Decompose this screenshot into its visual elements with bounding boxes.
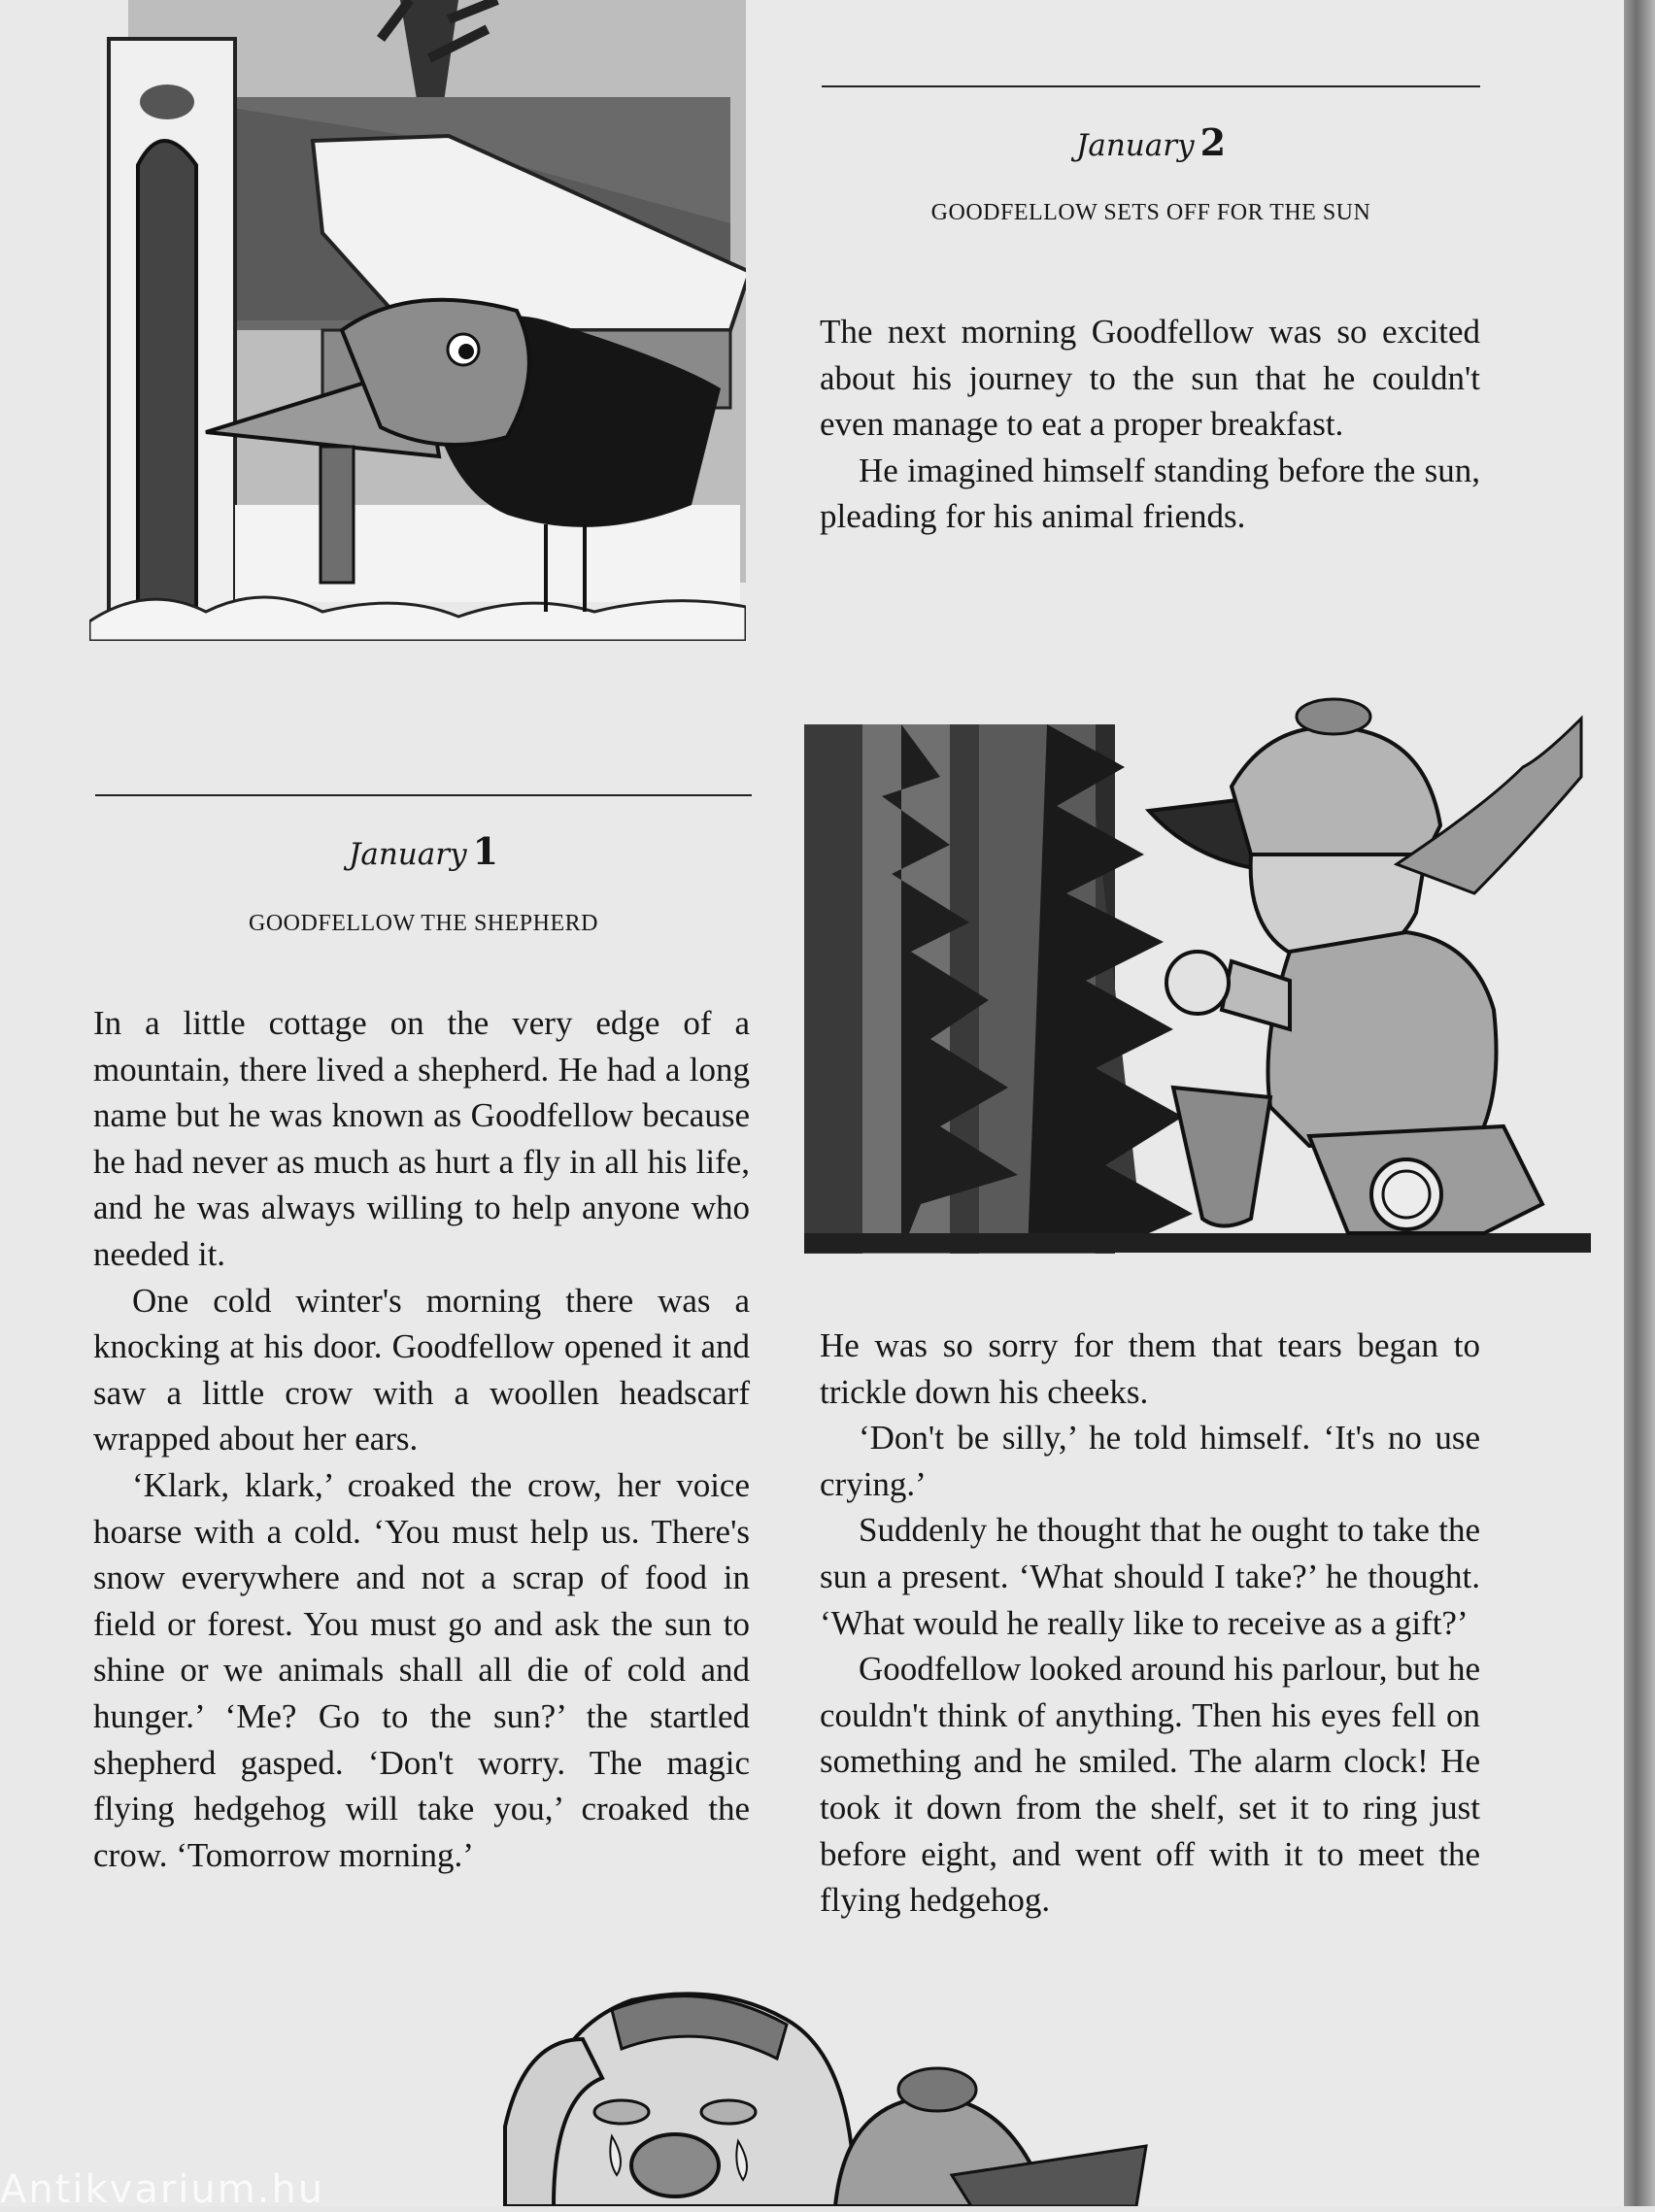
story-title-jan-1: GOODFELLOW THE SHEPHERD	[249, 911, 598, 936]
section-rule-jan-1	[95, 794, 752, 796]
story-text-jan-2-continued	[820, 1323, 1480, 1924]
paragraph: ‘Don't be silly,’ he told himself. ‘It's no use crying.’	[820, 1419, 1480, 1503]
date-heading-jan-2	[822, 120, 1480, 164]
paragraph: He was so sorry for them that tears began to trickle down his cheeks.	[820, 1326, 1480, 1411]
date-heading-jan-1	[95, 829, 752, 873]
goodfellow-walking-illustration	[804, 689, 1595, 1258]
paragraph: The next morning Goodfellow was so excited about his journey to the sun that he couldn't even manage to eat a proper breakfast.	[820, 313, 1480, 444]
crying-goodfellow-illustration	[466, 1981, 1185, 2206]
paragraph: Goodfellow looked around his parlour, but he couldn't think of anything. Then his eyes fell on something and he smiled. The alarm clock! He took it down from the shelf, set it to ring just before eight, and went off with it to meet the flying hedgehog.	[820, 1650, 1480, 1920]
paragraph: One cold winter's morning there was a knocking at his door. Goodfellow opened it and saw a little crow with a woollen headscarf wrapped about her ears.	[93, 1281, 750, 1458]
date-month: January	[348, 837, 467, 872]
story-text-jan-1	[93, 1000, 750, 1878]
watermark-text: Antikvarium.hu	[0, 2167, 325, 2212]
section-rule-jan-2	[822, 85, 1480, 87]
crow-illustration	[89, 0, 746, 641]
story-text-jan-2	[820, 309, 1480, 540]
paragraph: In a little cottage on the very edge of a mountain, there lived a shepherd. He had a long name but he was known as Goodfellow because he had never as much as hurt a fly in all his life, and he was always willing to help anyone who needed it.	[93, 1004, 750, 1273]
date-day-number: 2	[1199, 120, 1227, 164]
story-title-jan-2: GOODFELLOW SETS OFF FOR THE SUN	[930, 200, 1371, 225]
date-day-number: 1	[472, 829, 499, 873]
paragraph: Suddenly he thought that he ought to take the sun a present. ‘What should I take?’ he thought. ‘What would he really like to receive as a gift?’	[820, 1511, 1480, 1642]
paragraph: ‘Klark, klark,’ croaked the crow, her voice hoarse with a cold. ‘You must help us. There's snow everywhere and not a scrap of food in field or forest. You must go and ask the sun to shine or we animals shall all die of cold and hunger.’ ‘Me? Go to the sun?’ the startled shepherd gasped. ‘Don't worry. The magic flying hedgehog will take you,’ croaked the crow. ‘Tomorrow morning.’	[93, 1465, 750, 1874]
paragraph: He imagined himself standing before the sun, pleading for his animal friends.	[820, 451, 1480, 536]
date-month: January	[1075, 128, 1195, 163]
page-gutter	[1624, 0, 1655, 2206]
